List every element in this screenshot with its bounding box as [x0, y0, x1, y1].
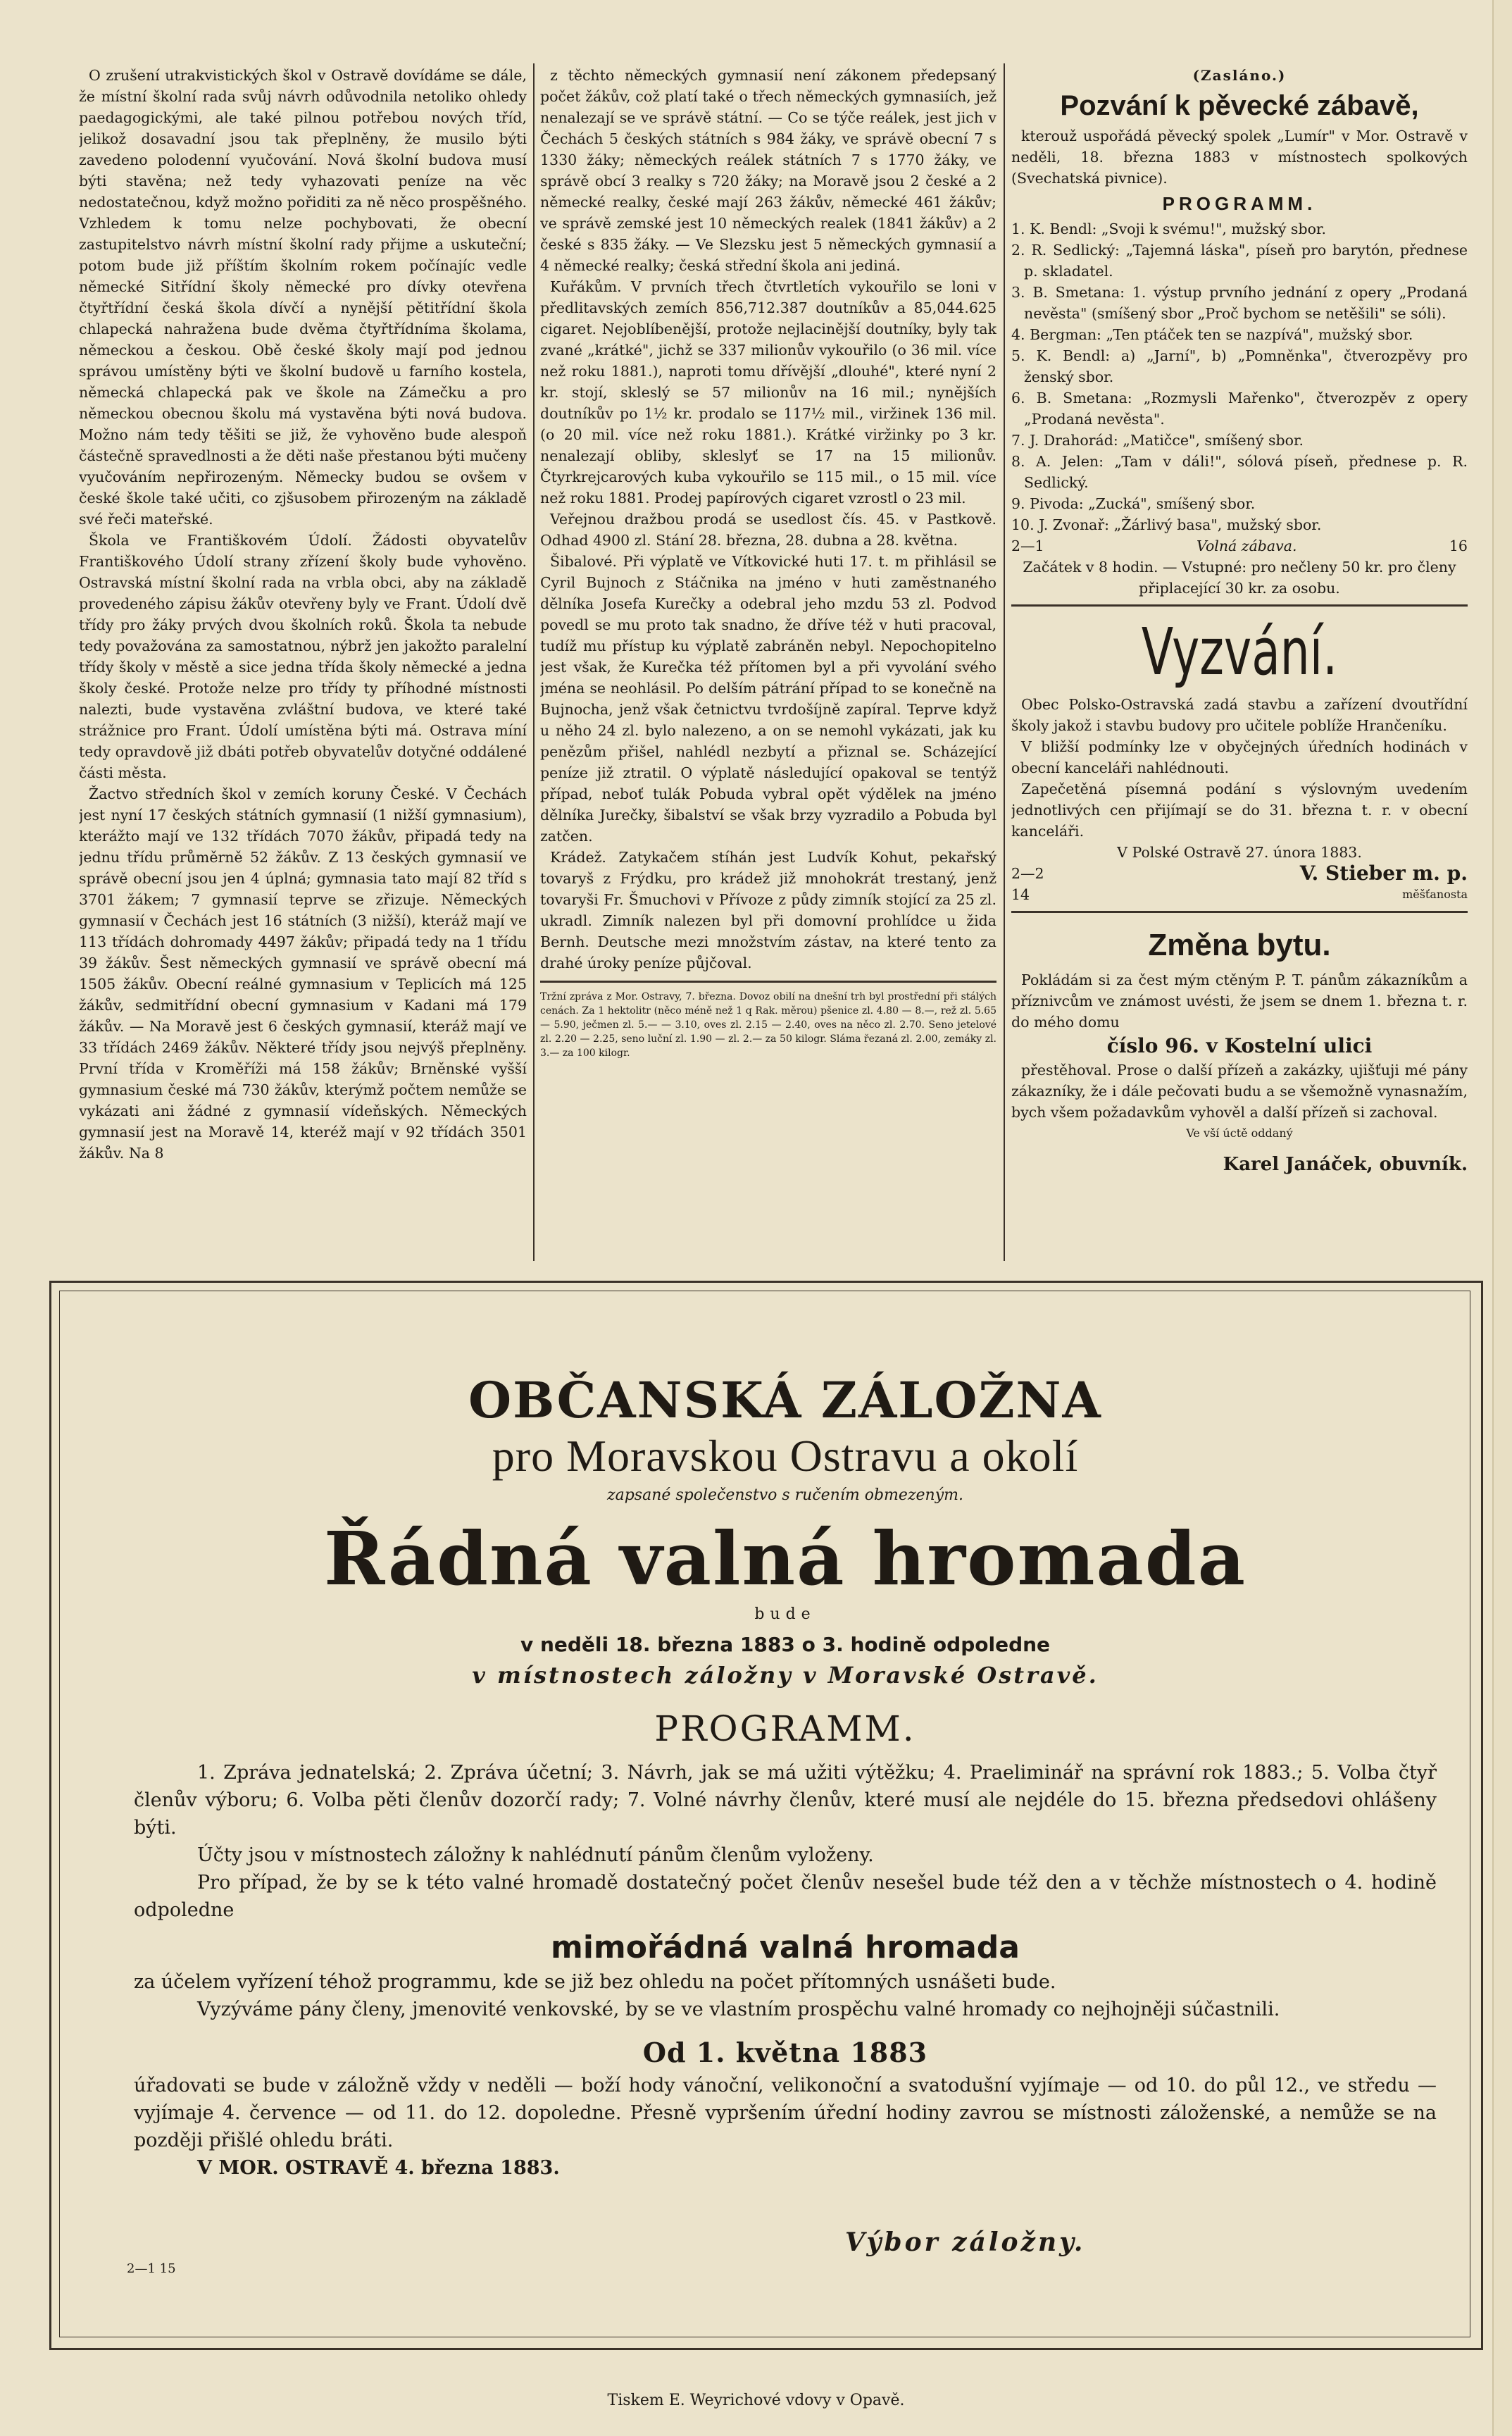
- call-role-row: [1011, 884, 1468, 905]
- program-item: 4. Bergman: „Ten ptáček ten se nazpívá", mužský sbor.: [1011, 326, 1413, 343]
- call-role: měšťanosta: [1402, 888, 1468, 901]
- ad-number: 2—1 15: [127, 2261, 176, 2276]
- concert-program-heading: PROGRAMM.: [1162, 193, 1317, 214]
- meeting-text: [106, 1759, 1465, 2182]
- moving-closing: Ve vší úctě oddaný: [1186, 1126, 1293, 1140]
- program-item: 10. J. Zvonař: „Žárlivý basa", mužský sbor.: [1011, 516, 1322, 533]
- program-item: 7. J. Drahorád: „Matičce", smíšený sbor.: [1011, 432, 1304, 449]
- market-report: Tržní zpráva z Mor. Ostravy, 7. března. Dovoz obilí na dnešní trh byl prostřední při stálých cenách. Za 1 hektolitr (něco méně než 1 q Rak. měrou) pšenice zl. 4.80 — 8.—, rež zl. 5.65 — 5.90, ječmen zl. 5.— — 3.10, oves zl. 2.15 — 2.40, oves na něco zl. 2.70. Seno jetelové zl. 2.20 — 2.25, seno luční zl. 1.90 — zl. 2.— za 50 kilogr. Sláma řezaná zl. 2.00, zemáky zl. 3.— za 100 kilogr.: [540, 981, 996, 1060]
- call-text-3: Zapečetěná písemná podání s výslovným uvedením jednotlivých cen přijímají se do 31. března t. r. v obecní kanceláři.: [1011, 781, 1468, 840]
- column-divider-2: [1004, 63, 1005, 1261]
- program-item: 1. K. Bendl: „Svoji k svému!", mužský sbor.: [1011, 220, 1326, 237]
- program-item: 8. A. Jelen: „Tam v dáli!", sólová píseň, přednese p. R. Sedlický.: [1011, 453, 1468, 491]
- column-2: [540, 65, 996, 1164]
- ad-number: 2—1: [1011, 537, 1044, 554]
- board-signature: Výbor záložny.: [845, 2227, 1086, 2257]
- article-auction: Veřejnou dražbou prodá se usedlost čís. 45. v Pastkově. Odhad 4900 zl. Stání 28. března, 28. dubna a 28. května.: [540, 511, 996, 549]
- article-theft: Krádež. Zatykačem stíhán jest Ludvík Kohut, pekařský tovaryš z Frýdku, pro krádež již mnohokrát trestaný, jenž tovaryši Fr. Šmuchovi v Přívoze z půdy zimník stojící za 25 zl. ukradl. Zimník nalezen byl při domovní prohlídce u žida Bernh. Deutsche mezi množstvím zástav, na které tento za drahé úroky peníze půjčoval.: [540, 849, 996, 971]
- bank-legal-form: zapsané společenstvo s ručením obmezeným.: [607, 1486, 963, 1504]
- call-text-2: V bližší podmínky lze v obyčejných úředních hodinách v obecní kanceláři nahlédnouti.: [1011, 738, 1468, 776]
- moving-text-2: přestěhoval. Prose o další přízeň a zakázky, ujišťuji mé pány zákazníky, že i dále pečovati budu a se všemožně vynasnažím, bych všem požadavkům vyhověl a další přízeň si zachoval.: [1011, 1062, 1468, 1121]
- ad-number-right: 16: [1449, 537, 1468, 554]
- ad-place-date: V MOR. OSTRAVĚ 4. března 1883.: [197, 2157, 560, 2179]
- free-entertainment-row: [1011, 535, 1468, 557]
- article-secondary-students: Žactvo středních škol v zemích koruny České. V Čechách jest nyní 17 českých státních gymnasií (1 nižší gymnasium), kterážto mají ve 132 třídách 7070 žákův, připadá tedy na jednu třídu průměrně 52 žákův. Z 13 českých gymnasií ve správě obecní jsou jen 4 úplná; gymnasia tato mají 82 tříd s 3701 žákem; 7 gymnasií teprve se zřizuje. Německých gymnasií v Čechách jest 16 státních (3 nižší), kteráž mají ve 113 třídách dohromady 4497 žákův; připadá tedy na 1 třídu 39 žákův. Šest německých gymnasií ve správě obecní má 1505 žákův. Obecní reálné gymnasium v Teplicích má 125 žákův, sedmitřídní obecní gymnasium v Kadani má 179 žákův. — Na Moravě jest 6 českých gymnasií, kteráž mají ve 33 třídách 2469 žákův. Některé třídy jsou nejvýš přeplněny. První třída v Kroměříži má 158 žákův; Brněnské vyšší gymnasium české má 730 žákův, kterýmž počtem nemůže se vykázati ani žádné z gymnasií vídeňských. Německých gymnasií jest na Moravě 14, kteréž mají v 92 třídách 3501 žákův. Na 8: [79, 785, 527, 1162]
- article-smokers: Kuřákům. V prvních třech čtvrtletích vykouřilo se loni v předlitavských zemích 856,712.387 doutníkův a 85,044.625 cigaret. Nejoblíbenější, protože nejlacinější doutníky, byly tak zvané „krátké", jichž se 337 milionův vykouřilo (o 36 mil. více než roku 1881.), naproti tomu dřívější „dlouhé", které nyní 2 kr. stojí, skleslý se 57 milionův na 16 mil.; nynějších doutníkův po 1½ kr. prodalo se 117½ mil., viržinek 136 mil. (o 20 mil. více než roku 1881.). Krátké viržinky po 3 kr. nenalezají obliby, skleslyť se 17 na 15 milionův. Čtyrkrejcarových kuba vykouřilo se 115 mil., o 15 mil. více než roku 1881. Prodej papírových cigaret vzrostl o 23 mil.: [540, 278, 996, 507]
- office-hours-heading: Od 1. května 1883: [642, 2037, 928, 2068]
- meeting-date: v neděli 18. března 1883 o 3. hodině odpoledne: [520, 1633, 1051, 1656]
- article-secondary-students-cont: z těchto německých gymnasií není zákonem předepsaný počet žákův, což platí také o třech německých gymnasiích, jež nenalezají se ve správě státní. — Co se týče reálek, jest jich v Čechách 5 českých státních s 984 žáky, ve správě obecní 7 s 1330 žáky; německých reálek státních 7 s 1770 žáky, ve správě obcí 3 realky s 720 žáky; na Moravě jsou 2 české a 2 německé realky, české mají 263 žákův, německé 461 žákův; ve správě zemské jest 10 německých realek (1841 žákův) a 2 české s 835 žáky. — Ve Slezsku jest 5 německých gymnasií a 4 německé realky; česká střední škola ani jediná.: [540, 67, 996, 274]
- program-item: 3. B. Smetana: 1. výstup prvního jednání z opery „Prodaná nevěsta" (smíšený sbor „Proč bychom se netěšili" se sóli).: [1011, 284, 1468, 322]
- concert-title: Pozvání k pěvecké zábavě,: [1060, 90, 1419, 121]
- program-item: 5. K. Bendl: a) „Jarní", b) „Pomněnka", čtverozpěvy pro ženský sbor.: [1011, 347, 1468, 385]
- submitted-tag: (Zasláno.): [1192, 67, 1287, 84]
- moving-address: číslo 96. v Kostelní ulici: [1106, 1034, 1373, 1057]
- program-item: 9. Pivoda: „Zucká", smíšený sbor.: [1011, 495, 1256, 512]
- meeting-accounts: Účty jsou v místnostech záložny k nahlédnutí pánům členům vyloženy.: [197, 1844, 874, 1866]
- office-hours-text: úřadovati se bude v záložně vždy v neděli — boží hody vánoční, velikonoční a svatodušní vyjímaje — od 10. do půl 12., ve středu — vyjímaje 4. července — od 11. do 12. dopoledne. Přesně vypršením úřední hodiny zavrou se místnosti záloženské, a nemůže se na později přišlé ohledu bráti.: [134, 2075, 1437, 2151]
- divider: [1011, 604, 1468, 607]
- meeting-place: v místnostech záložny v Moravské Ostravě.: [472, 1662, 1099, 1689]
- meeting-quorum: Pro případ, že by se k této valné hromadě dostatečný počet členův nesešel bude též den a v těchže místnostech o 4. hodině odpoledne: [134, 1872, 1437, 1921]
- meeting-title: Řádná valná hromada: [324, 1515, 1247, 1602]
- meeting-will-be: bude: [754, 1605, 816, 1623]
- concert-admission: Začátek v 8 hodin. — Vstupné: pro nečleny 50 kr. pro členy připlacející 30 kr. za osobu.: [1023, 559, 1456, 597]
- moving-title: Změna bytu.: [1148, 928, 1331, 962]
- program-item: 6. B. Smetana: „Rozmysli Mařenko", čtverozpěv z opery „Prodaná nevěsta".: [1011, 390, 1468, 428]
- call-text-1: Obec Polsko-Ostravská zadá stavbu a zařízení dvoutřídní školy jakož i stavbu budovy pro učitele poblíže Hrančeníku.: [1011, 696, 1468, 734]
- bank-name: OBČANSKÁ ZÁLOŽNA: [468, 1371, 1102, 1429]
- column-3: [1011, 65, 1468, 1276]
- meeting-purpose: za účelem vyřízení téhož programmu, kde se již bez ohledu na počet přítomných usnášeti bude.: [134, 1971, 1056, 1993]
- column-1: [79, 65, 527, 1262]
- call-place-date: V Polské Ostravě 27. února 1883.: [1117, 844, 1362, 861]
- article-frantiskovo-udoli: Škola ve Františkovém Údolí. Žádosti obyvatelův Františkového Údolí strany zřízení školy bude vyhověno. Ostravská místní školní rada na vrbla obci, aby na základě provedeného zápisu žákův otevřeny byly ve Frant. Údolí dvě třídy pro žáky prvých dvou školních roků. Škola ta nebude tedy považována za samostatnou, nýbrž jen jakožto paralelní třídy školy v městě a sice jedna třída školy německé a jedna školy české. Protože nelze pro třídy ty příhodné místnosti nalezti, bude vystavěna zvláštní budova, ve které také strážnice pro Frant. Údolí umístěna býti má. Ostrava míní tedy opravdově již dbáti potřeb obyvatelův dotyčné oddálené části města.: [79, 532, 527, 781]
- bank-subtitle: pro Moravskou Ostravu a okolí: [492, 1431, 1079, 1481]
- printer-imprint: Tiskem E. Weyrichové vdovy v Opavě.: [607, 2392, 905, 2409]
- call-title: Vyzvání.: [1141, 614, 1338, 690]
- divider: [1011, 911, 1468, 913]
- call-number: 2—2: [1011, 865, 1044, 882]
- concert-intro: kterouž uspořádá pěvecký spolek „Lumír" v Mor. Ostravě v neděli, 18. března 1883 v místnostech spolkových (Svechatská pivnice).: [1011, 128, 1468, 187]
- call-signature: V. Stieber m. p.: [1299, 862, 1468, 885]
- program-item: 2. R. Sedlický: „Tajemná láska", píseň pro barytón, přednese p. skladatel.: [1011, 242, 1468, 280]
- meeting-invitation: Vyzýváme pány členy, jmenovité venkovské, by se ve vlastním prospěchu valné hromady co nejhojněji súčastnili.: [197, 1999, 1280, 2020]
- column-divider-1: [533, 63, 535, 1261]
- meeting-program: 1. Zpráva jednatelská; 2. Zpráva účetní; 3. Návrh, jak se má užiti výtěžku; 4. Praeliminář na správní rok 1883.; 5. Volba čtyř členův výboru; 6. Volba pěti členův dozorčí rady; 7. Volné návrhy členův, které musí ale nejdéle do 15. března předsedovi ohlášeny býti.: [134, 1762, 1437, 1839]
- moving-signature: Karel Janáček, obuvník.: [1223, 1154, 1468, 1175]
- moving-text-1: Pokládám si za čest mým ctěným P. T. pánům zákazníkům a příznivcům ve známost uvésti, že jsem se dnem 1. března t. r. do mého domu: [1011, 971, 1468, 1031]
- concert-program-list: [1011, 218, 1468, 535]
- extraordinary-meeting: mimořádná valná hromada: [551, 1929, 1020, 1965]
- meeting-program-heading: PROGRAMM.: [654, 1708, 916, 1749]
- savings-bank-ad: [106, 1295, 1465, 2323]
- call-number-2: 14: [1011, 886, 1030, 903]
- article-swindlers: Šibalové. Při výplatě ve Vítkovické huti 17. t. m přihlásil se Cyril Bujnoch z Stáčnika na jméno v huti zaměstnaného dělníka Josefa Kurečky a odebral jeho mzdu 53 zl. Podvod povedl se mu proto tak snadno, že dříve též v huti pracoval, tudíž mu přístup ku výplatě zabráněn nebyl. Nepochopitelno jest však, že Kurečka též přítomen byl a při vyvolání svého jména se neohlásil. Po delším pátrání případ to se konečně na Bujnocha, jenž však četnictvu tvrdošíjně zapíral. Teprve když u něho 24 zl. bylo nalezeno, a on se nemohl vykázati, jak ku penězům přišel, nahlédl nezbytí a přiznal se. Scházející peníze již ztratil. O výplatě následující opakoval se tentýž případ, neboť tulák Pobuda vybral opět výdělek na jméno dělníka Jurečky, šibalství se však brzy vyzradilo a Pobuda byl zatčen.: [540, 553, 996, 845]
- page-edge: [1492, 0, 1512, 2436]
- article-school-closure: O zrušení utrakvistických škol v Ostravě dovídáme se dále, že místní školní rada svůj návrh odůvodnila netoliko ohledy paedagogickými, ale také pilnou potřebou nových tříd, jelikož dosavadní jsou tak přeplněny, že musilo býti zavedeno polodenní vyučování. Nová školní budova musí býti stavěna; než tedy vyhazovati peníze na věc nedostatečnou, když možno pořiditi za ně něco prospěšného. Vzhledem k tomu nelze pochybovati, že obecní zastupitelstvo návrh místní školní rady přijme a uskuteční; potom bude již příštím školním rokem počínajíc vedle německé Sitřídní školy německé pro dívky otevřena čtyřtřídní česká škola dívčí a nynější pětitřídní škola chlapecká nahražena bude dvěma čtyřtřídníma školama, německou a českou. Obě české školy mají pod jednou správou umístěny býti ve školní budově u farního kostela, německá chlapecká pak ve škole na Zámečku a pro německou obecnou školu má vystavěna býti nová budova. Možno nám tedy těšiti se již, že vyhověno bude alespoň částečně spravedlnosti a že děti naše přestanou býti mučeny vyučováním nepřirozeným. Německy budou se ovšem v české škole také učiti, co zjšusobem přirozeným na základě své řeči mateřské.: [79, 67, 527, 528]
- call-signature-row: [1011, 863, 1468, 884]
- free-entertainment: Volná zábava.: [1197, 537, 1297, 554]
